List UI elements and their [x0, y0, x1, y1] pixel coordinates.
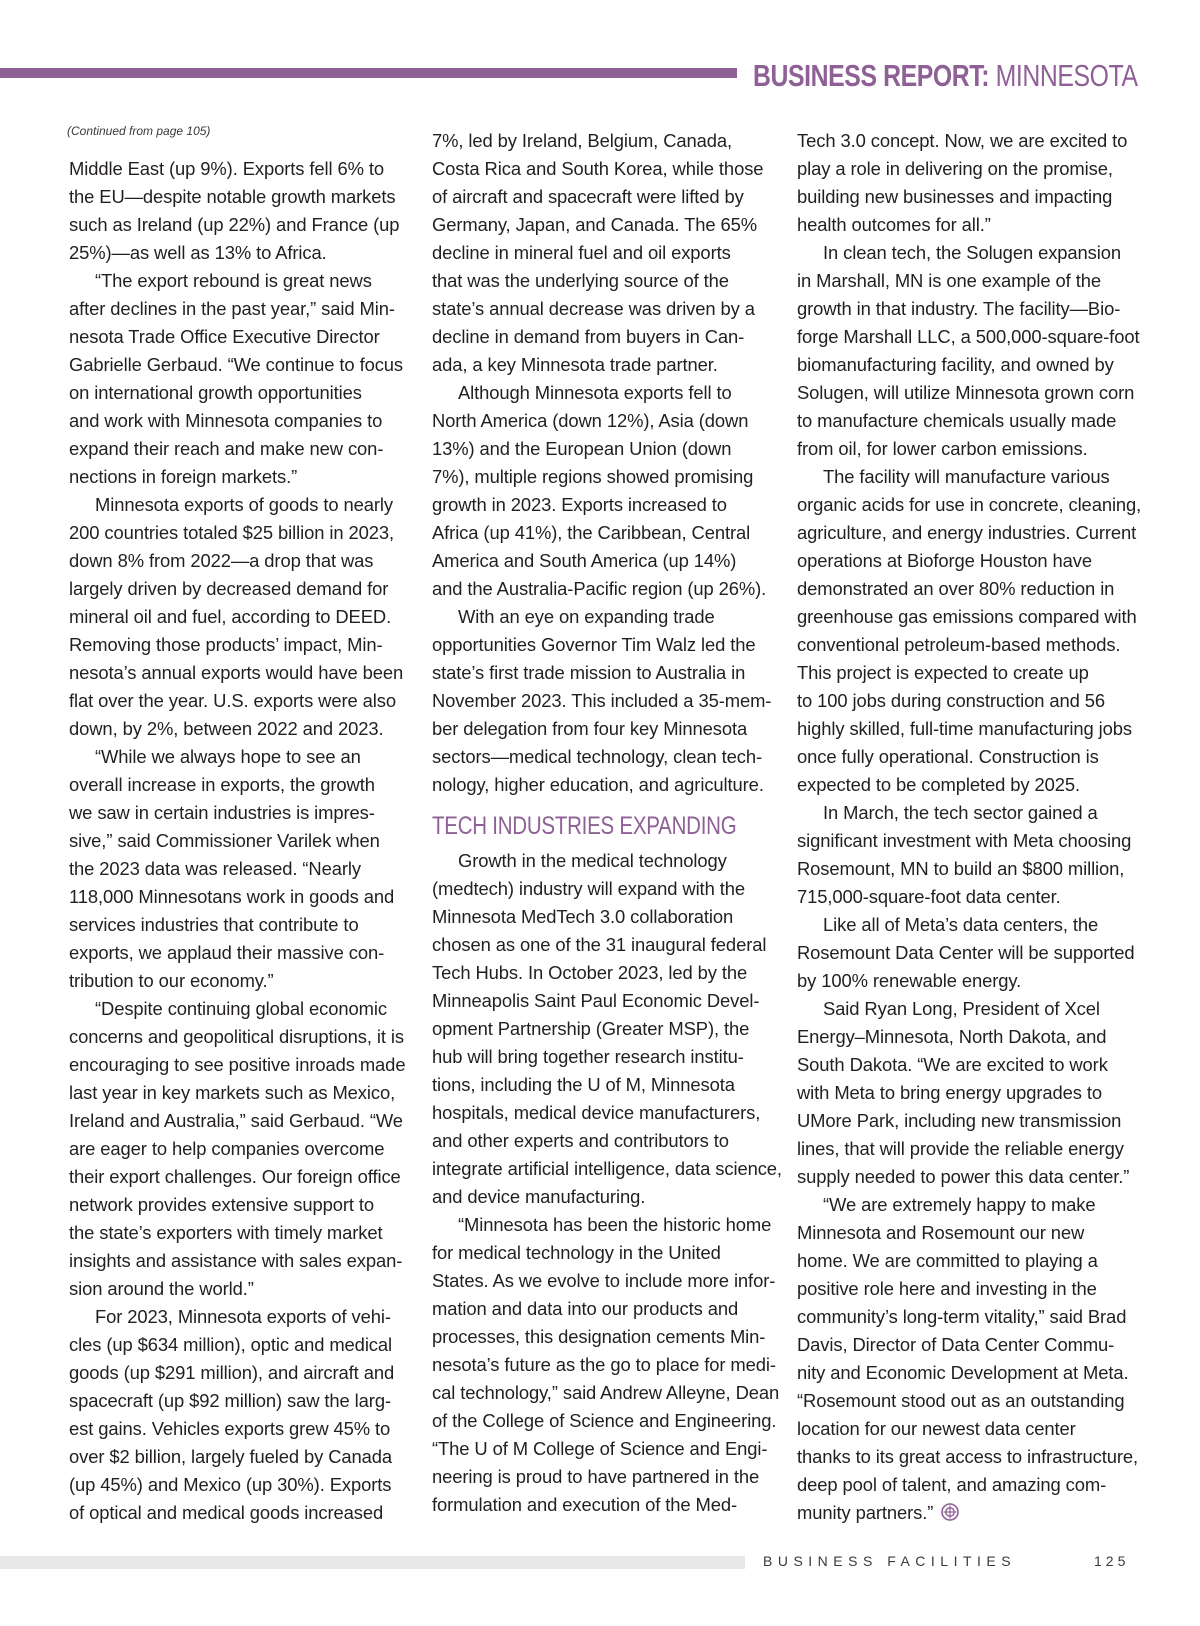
text-line: hospitals, medical device manufacturers,	[432, 1102, 761, 1123]
text-line: health outcomes for all.”	[797, 214, 991, 235]
text-line: the EU—despite notable growth markets	[69, 186, 396, 207]
text-line: building new businesses and impacting	[797, 186, 1113, 207]
text-line: goods (up $291 million), and aircraft and	[69, 1362, 395, 1383]
text-line: Energy–Minnesota, North Dakota, and	[797, 1026, 1107, 1047]
text-line: to manufacture chemicals usually made	[797, 410, 1117, 431]
text-line: ber delegation from four key Minnesota	[432, 718, 748, 739]
text-line: insights and assistance with sales expan-	[69, 1250, 403, 1271]
text-line: hub will bring together research institu-	[432, 1046, 744, 1067]
text-line: Tech Hubs. In October 2023, led by the	[432, 962, 748, 983]
section-title-state: MINNESOTA	[989, 58, 1138, 93]
text-line: “While we always hope to see an	[95, 746, 361, 767]
text-line: In clean tech, the Solugen expansion	[823, 242, 1122, 263]
text-line: In March, the tech sector gained a	[823, 802, 1098, 823]
text-line: Removing those products’ impact, Min-	[69, 634, 383, 655]
text-line: nesota Trade Office Executive Director	[69, 326, 380, 347]
text-line: once fully operational. Construction is	[797, 746, 1099, 767]
text-line: agriculture, and energy industries. Current	[797, 522, 1137, 543]
text-line: operations at Bioforge Houston have	[797, 550, 1093, 571]
text-line: nesota’s future as the go to place for medi-	[432, 1354, 776, 1375]
text-line: neering is proud to have partnered in the	[432, 1466, 760, 1487]
text-line: Although Minnesota exports fell to	[458, 382, 732, 403]
text-line: home. We are committed to playing a	[797, 1250, 1098, 1271]
text-line: nesota’s annual exports would have been	[69, 662, 404, 683]
text-line: opportunities Governor Tim Walz led the	[432, 634, 756, 655]
article-column-1	[69, 155, 406, 1527]
text-line: tions, including the U of M, Minnesota	[432, 1074, 735, 1095]
text-line: community’s long-term vitality,” said Brad	[797, 1306, 1127, 1327]
text-line: mineral oil and fuel, according to DEED.	[69, 606, 392, 627]
footer-rule	[0, 1556, 745, 1569]
text-line: 118,000 Minnesotans work in goods and	[69, 886, 395, 907]
text-line: “We are extremely happy to make	[823, 1194, 1096, 1215]
text-line: after declines in the past year,” said Min-	[69, 298, 395, 319]
text-line: of the College of Science and Engineering.	[432, 1410, 777, 1431]
text-line: are eager to help companies overcome	[69, 1138, 385, 1159]
text-line: States. As we evolve to include more infor-	[432, 1270, 776, 1291]
text-line: cles (up $634 million), optic and medical	[69, 1334, 393, 1355]
text-line: the 2023 data was released. “Nearly	[69, 858, 361, 879]
text-line: est gains. Vehicles exports grew 45% to	[69, 1418, 391, 1439]
text-line: Minnesota and Rosemount our new	[797, 1222, 1085, 1243]
text-line: Like all of Meta’s data centers, the	[823, 914, 1099, 935]
text-line: Said Ryan Long, President of Xcel	[823, 998, 1100, 1019]
text-line: sion around the world.”	[69, 1278, 254, 1299]
text-line: we saw in certain industries is impres-	[69, 802, 375, 823]
text-line: in Marshall, MN is one example of the	[797, 270, 1101, 291]
text-line: 7%), multiple regions showed promising	[432, 466, 754, 487]
page-number: 125	[1094, 1553, 1130, 1569]
text-line: sive,” said Commissioner Varilek when	[69, 830, 380, 851]
text-line: ada, a key Minnesota trade partner.	[432, 354, 718, 375]
section-title	[753, 58, 1138, 94]
text-line: processes, this designation cements Min-	[432, 1326, 766, 1347]
text-line: decline in mineral fuel and oil exports	[432, 242, 731, 263]
text-line: (up 45%) and Mexico (up 30%). Exports	[69, 1474, 392, 1495]
text-line: overall increase in exports, the growth	[69, 774, 375, 795]
text-line: supply needed to power this data center.”	[797, 1166, 1130, 1187]
text-line: and device manufacturing.	[432, 1186, 646, 1207]
text-line: formulation and execution of the Med-	[432, 1494, 738, 1515]
text-line: 13%) and the European Union (down	[432, 438, 732, 459]
text-line: network provides extensive support to	[69, 1194, 375, 1215]
text-line: from oil, for lower carbon emissions.	[797, 438, 1088, 459]
text-line: (medtech) industry will expand with the	[432, 878, 745, 899]
text-line: nity and Economic Development at Meta.	[797, 1362, 1129, 1383]
text-line: For 2023, Minnesota exports of vehi-	[95, 1306, 391, 1327]
section-subheading: TECH INDUSTRIES EXPANDING	[432, 812, 737, 840]
text-line: by 100% renewable energy.	[797, 970, 1022, 991]
text-line: Rosemount, MN to build an $800 million,	[797, 858, 1125, 879]
text-line: 25%)—as well as 13% to Africa.	[69, 242, 327, 263]
text-line: exports, we applaud their massive con-	[69, 942, 385, 963]
text-line: that was the underlying source of the	[432, 270, 729, 291]
text-line: nology, higher education, and agriculture.	[432, 774, 764, 795]
text-line: Costa Rica and South Korea, while those	[432, 158, 764, 179]
section-title-bold: BUSINESS REPORT:	[753, 58, 990, 93]
text-line: play a role in delivering on the promise,	[797, 158, 1113, 179]
text-line: 200 countries totaled $25 billion in 2023,	[69, 522, 395, 543]
text-line: opment Partnership (Greater MSP), the	[432, 1018, 750, 1039]
text-line: the state’s exporters with timely market	[69, 1222, 383, 1243]
text-line: growth in 2023. Exports increased to	[432, 494, 727, 515]
text-line: With an eye on expanding trade	[458, 606, 715, 627]
text-line: November 2023. This included a 35-mem-	[432, 690, 772, 711]
text-line: cal technology,” said Andrew Alleyne, Dean	[432, 1382, 780, 1403]
text-line: Africa (up 41%), the Caribbean, Central	[432, 522, 751, 543]
text-line: expected to be completed by 2025.	[797, 774, 1080, 795]
text-line: state’s annual decrease was driven by a	[432, 298, 755, 319]
text-line: “Minnesota has been the historic home	[458, 1214, 772, 1235]
text-line: Minnesota exports of goods to nearly	[95, 494, 393, 515]
text-line: mation and data into our products and	[432, 1298, 739, 1319]
article-column-3	[797, 127, 1142, 1527]
text-line: biomanufacturing facility, and owned by	[797, 354, 1114, 375]
column-2-body-bottom	[432, 847, 782, 1519]
text-line: encouraging to see positive inroads made	[69, 1054, 406, 1075]
text-line: deep pool of talent, and amazing com-	[797, 1474, 1107, 1495]
text-line: “Despite continuing global economic	[95, 998, 387, 1019]
text-line: sectors—medical technology, clean tech-	[432, 746, 763, 767]
text-line: forge Marshall LLC, a 500,000-square-foot	[797, 326, 1140, 347]
text-line: with Meta to bring energy upgrades to	[797, 1082, 1103, 1103]
text-line: North America (down 12%), Asia (down	[432, 410, 749, 431]
text-line: tribution to our economy.”	[69, 970, 274, 991]
text-line: greenhouse gas emissions compared with	[797, 606, 1137, 627]
text-line: Minneapolis Saint Paul Economic Devel-	[432, 990, 760, 1011]
text-line: Germany, Japan, and Canada. The 65%	[432, 214, 758, 235]
text-line: growth in that industry. The facility—Bio-	[797, 298, 1121, 319]
text-line: Ireland and Australia,” said Gerbaud. “We	[69, 1110, 403, 1131]
text-line: nections in foreign markets.”	[69, 466, 298, 487]
text-line: 7%, led by Ireland, Belgium, Canada,	[432, 130, 733, 151]
text-line: Rosemount Data Center will be supported	[797, 942, 1135, 963]
text-line: The facility will manufacture various	[823, 466, 1110, 487]
text-line: America and South America (up 14%)	[432, 550, 737, 571]
text-line: down 8% from 2022—a drop that was	[69, 550, 374, 571]
text-line: location for our newest data center	[797, 1418, 1076, 1439]
text-line: on international growth opportunities	[69, 382, 362, 403]
text-line: of optical and medical goods increased	[69, 1502, 384, 1523]
text-line: Tech 3.0 concept. Now, we are excited to	[797, 130, 1128, 151]
text-line: positive role here and investing in the	[797, 1278, 1097, 1299]
text-line: down, by 2%, between 2022 and 2023.	[69, 718, 384, 739]
text-line: “Rosemount stood out as an outstanding	[797, 1390, 1125, 1411]
text-line: to 100 jobs during construction and 56	[797, 690, 1106, 711]
text-line: This project is expected to create up	[797, 662, 1089, 683]
text-line: flat over the year. U.S. exports were also	[69, 690, 396, 711]
text-line: for medical technology in the United	[432, 1242, 721, 1263]
text-line: concerns and geopolitical disruptions, it is	[69, 1026, 404, 1047]
text-line: “The U of M College of Science and Engi-	[432, 1438, 768, 1459]
text-line: South Dakota. “We are excited to work	[797, 1054, 1108, 1075]
text-line: and the Australia-Pacific region (up 26%).	[432, 578, 767, 599]
header-rule	[0, 68, 737, 78]
footer-publication: BUSINESS FACILITIES	[763, 1553, 1017, 1569]
end-of-article-icon	[941, 1501, 959, 1519]
text-line: 715,000-square-foot data center.	[797, 886, 1061, 907]
article-column-2	[432, 127, 782, 1519]
text-line: Growth in the medical technology	[458, 850, 727, 871]
continued-note: (Continued from page 105)	[67, 124, 211, 138]
text-line: highly skilled, full-time manufacturing jobs	[797, 718, 1132, 739]
text-line: largely driven by decreased demand for	[69, 578, 389, 599]
text-line: “The export rebound is great news	[95, 270, 372, 291]
text-line: demonstrated an over 80% reduction in	[797, 578, 1115, 599]
text-line: over $2 billion, largely fueled by Canada	[69, 1446, 393, 1467]
text-line: lines, that will provide the reliable energy	[797, 1138, 1124, 1159]
text-line: conventional petroleum-based methods.	[797, 634, 1121, 655]
text-line: chosen as one of the 31 inaugural federal	[432, 934, 767, 955]
text-line: Davis, Director of Data Center Commu-	[797, 1334, 1115, 1355]
text-line: spacecraft (up $92 million) saw the larg-	[69, 1390, 391, 1411]
text-line: and other experts and contributors to	[432, 1130, 729, 1151]
column-2-body-top	[432, 127, 772, 799]
text-line: Gabrielle Gerbaud. “We continue to focus	[69, 354, 404, 375]
text-line: their export challenges. Our foreign office	[69, 1166, 401, 1187]
text-line: and work with Minnesota companies to	[69, 410, 383, 431]
text-line: state’s first trade mission to Australia in	[432, 662, 746, 683]
text-line: services industries that contribute to	[69, 914, 359, 935]
text-line: Minnesota MedTech 3.0 collaboration	[432, 906, 734, 927]
text-line: integrate artificial intelligence, data science,	[432, 1158, 782, 1179]
text-line: UMore Park, including new transmission	[797, 1110, 1122, 1131]
text-line: thanks to its great access to infrastructure,	[797, 1446, 1138, 1467]
text-line: Solugen, will utilize Minnesota grown corn	[797, 382, 1135, 403]
text-line: Middle East (up 9%). Exports fell 6% to	[69, 158, 385, 179]
text-line: munity partners.”	[797, 1499, 1137, 1527]
text-line: decline in demand from buyers in Can-	[432, 326, 745, 347]
text-line: last year in key markets such as Mexico,	[69, 1082, 396, 1103]
text-line: such as Ireland (up 22%) and France (up	[69, 214, 400, 235]
text-line: organic acids for use in concrete, cleaning,	[797, 494, 1142, 515]
text-line: significant investment with Meta choosing	[797, 830, 1132, 851]
text-line: of aircraft and spacecraft were lifted by	[432, 186, 744, 207]
text-line: expand their reach and make new con-	[69, 438, 384, 459]
